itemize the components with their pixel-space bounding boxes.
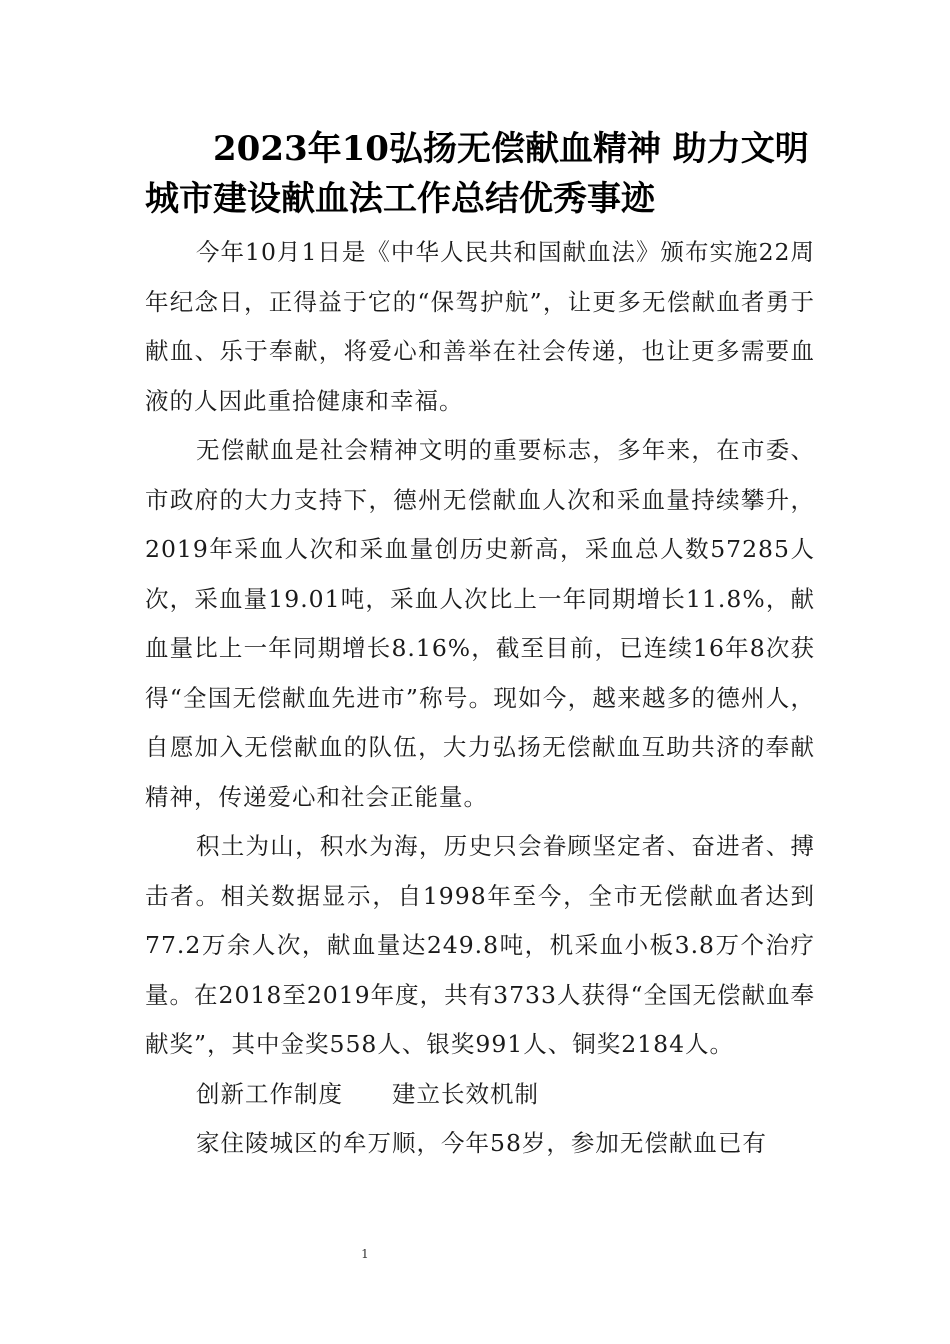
page-number: 1 — [361, 1247, 369, 1261]
paragraph-1: 今年10月1日是《中华人民共和国献血法》颁布实施22周年纪念日，正得益于它的“保驾护航”，让更多无偿献血者勇于献血、乐于奉献，将爱心和善举在社会传递，也让更多需要血液的人因此重拾健康和幸福。 — [145, 238, 815, 415]
document-title: 2023年10弘扬无偿献血精神 助力文明城市建设献血法工作总结优秀事迹 — [145, 129, 809, 219]
section-subheading: 创新工作制度 建立长效机制 — [196, 1079, 539, 1108]
paragraph-3: 积土为山，积水为海，历史只会眷顾坚定者、奋进者、搏击者。相关数据显示，自1998年至今，全市无偿献血者达到77.2万余人次，献血量达249.8吨，机采血小板3.8万个治疗量。在2018至2019年度，共有3733人获得“全国无偿献血奉献奖”，其中金奖558人、银奖991人、铜奖2184人。 — [145, 832, 815, 1058]
paragraph-4: 家住陵城区的牟万顺，今年58岁，参加无偿献血已有 — [196, 1129, 767, 1157]
document-body — [145, 228, 815, 1169]
paragraph-2: 无偿献血是社会精神文明的重要标志，多年来，在市委、市政府的大力支持下，德州无偿献血人次和采血量持续攀升，2019年采血人次和采血量创历史新高，采血总人数57285人次，采血量19.01吨，采血人次比上一年同期增长11.8%，献血量比上一年同期增长8.16%，截至目前，已连续16年8次获得“全国无偿献血先进市”称号。现如今，越来越多的德州人，自愿加入无偿献血的队伍，大力弘扬无偿献血互助共济的奉献精神，传递爱心和社会正能量。 — [145, 436, 815, 811]
